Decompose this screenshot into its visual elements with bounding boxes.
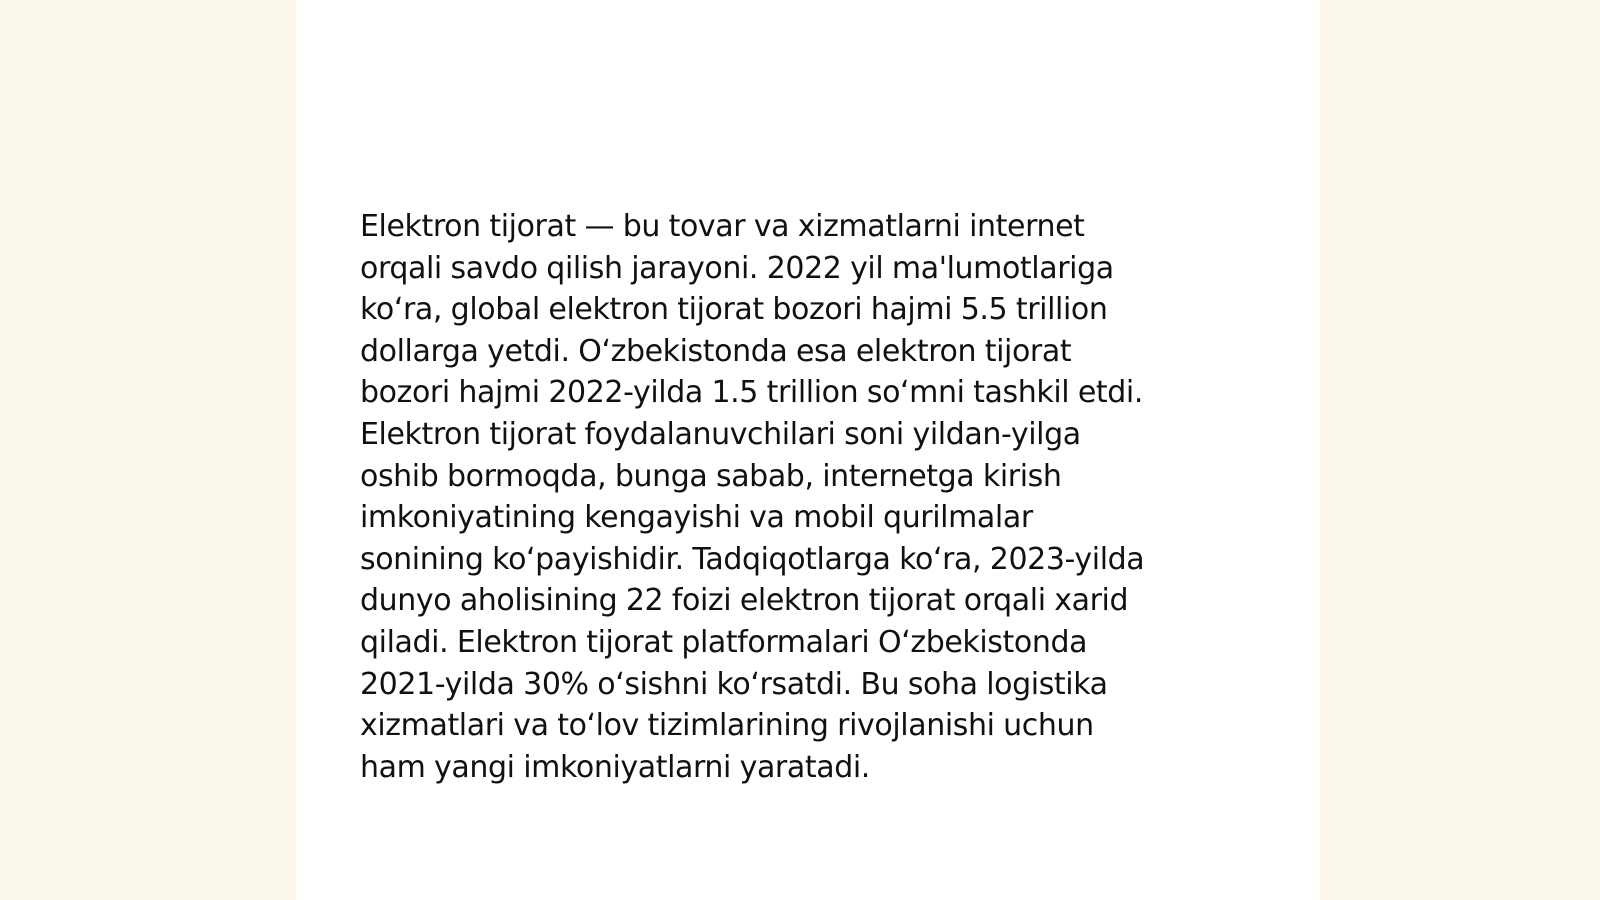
- document-page: [296, 0, 1320, 900]
- body-paragraph: Elektron tijorat — bu tovar va xizmatlarni internet orqali savdo qilish jarayoni. 2022 yil ma'lumotlariga ko‘ra, global elektron tijorat bozori hajmi 5.5 trillion dollarga yetdi. O‘zbekistonda esa elektron tijorat bozori hajmi 2022-yilda 1.5 trillion so‘mni tashkil etdi. Elektron tijorat foydalanuvchilari soni yildan-yilga oshib bormoqda, bunga sabab, internetga kirish imkoniyatining kengayishi va mobil qurilmalar sonining ko‘payishidir. Tadqiqotlarga ko‘ra, 2023-yilda dunyo aholisining 22 foizi elektron tijorat orqali xarid qiladi. Elektron tijorat platformalari O‘zbekistonda 2021-yilda 30% o‘sishni ko‘rsatdi. Bu soha logistika xizmatlari va to‘lov tizimlarining rivojlanishi uchun ham yangi imkoniyatlarni yaratadi.: [360, 209, 1145, 785]
